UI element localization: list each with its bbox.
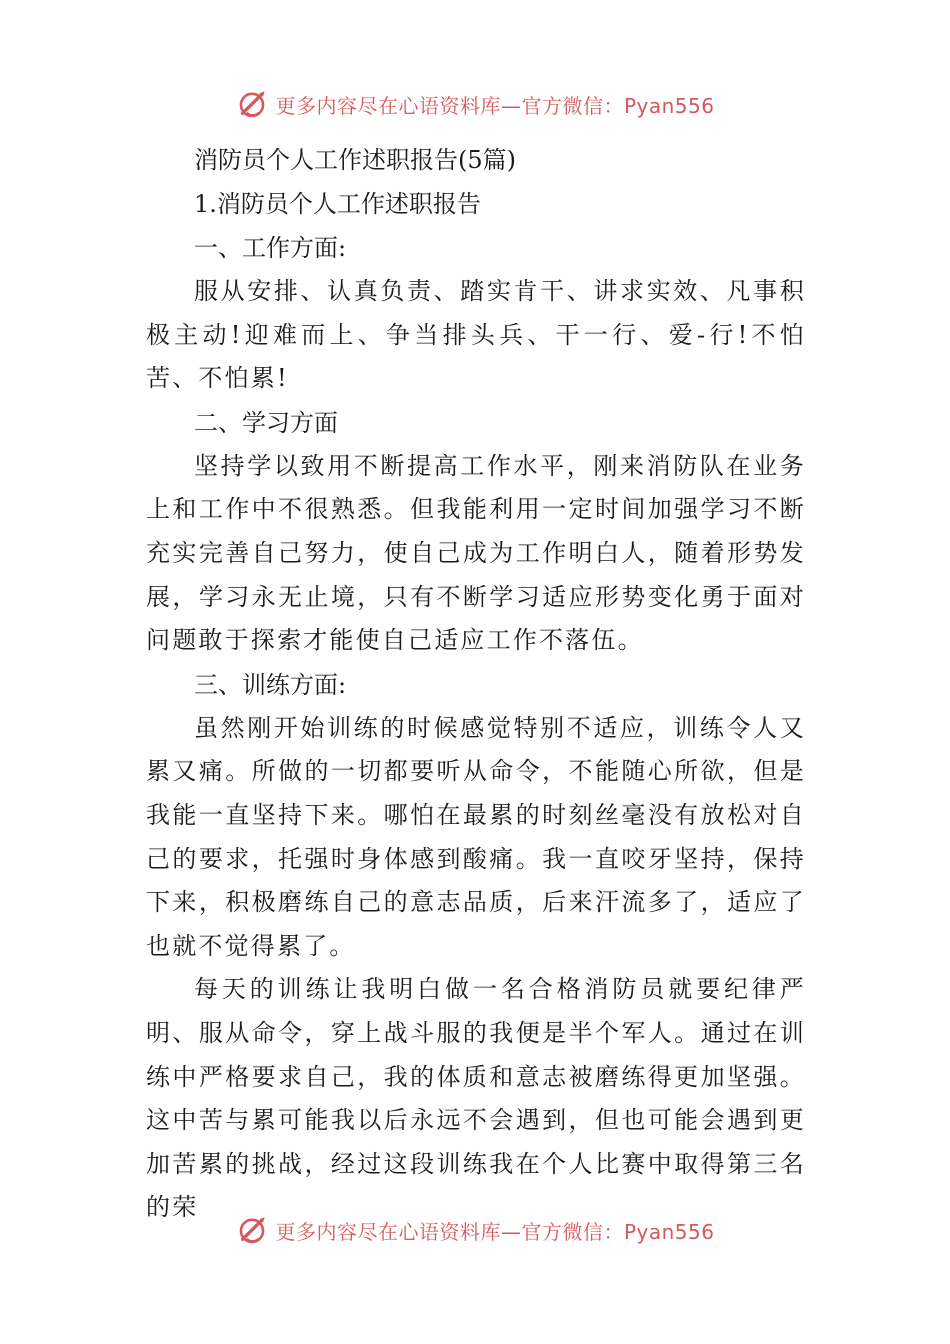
section-paragraph: 每天的训练让我明白做一名合格消防员就要纪律严明、服从命令，穿上战斗服的我便是半个军人。通过在训练中严格要求自己，我的体质和意志被磨练得更加坚强。这中苦与累可能我以后永远不会遇到，但也可能会遇到更加苦累的挑战，经过这段训练我在个人比赛中取得第三名的荣	[146, 975, 806, 1222]
section-paragraph: 服从安排、认真负责、踏实肯干、讲求实效、凡事积极主动!迎难而上、争当排头兵、干一行、爱-行!不怕苦、不怕累!	[146, 277, 806, 393]
document-subtitle: 1.消防员个人工作述职报告	[194, 190, 481, 218]
header-watermark-banner	[0, 84, 950, 124]
footer-watermark-banner	[0, 1210, 950, 1250]
section-heading-training: 三、训练方面:	[194, 670, 347, 699]
pen-circle-logo-icon	[235, 87, 269, 121]
watermark-text: 更多内容尽在心语资料库—官方微信：Pyan556	[275, 93, 715, 118]
document-body	[146, 138, 806, 1230]
pen-circle-logo-icon	[235, 1213, 269, 1247]
watermark-text: 更多内容尽在心语资料库—官方微信：Pyan556	[275, 1219, 715, 1244]
section-heading-work: 一、工作方面:	[194, 234, 347, 262]
document-title: 消防员个人工作述职报告(5篇)	[194, 146, 516, 174]
section-paragraph: 坚持学以致用不断提高工作水平，刚来消防队在业务上和工作中不很熟悉。但我能利用一定时间加强学习不断充实完善自己努力，使自己成为工作明白人，随着形势发展，学习永无止境，只有不断学习适应形势变化勇于面对问题敢于探索才能使自己适应工作不落伍。	[146, 451, 806, 655]
section-paragraph: 虽然刚开始训练的时候感觉特别不适应，训练令人又累又痛。所做的一切都要听从命令，不能随心所欲，但是我能一直坚持下来。哪怕在最累的时刻丝毫没有放松对自己的要求，托强时身体感到酸痛。我一直咬牙坚持，保持下来，积极磨练自己的意志品质，后来汗流多了，适应了也就不觉得累了。	[146, 713, 806, 960]
section-heading-study: 二、学习方面	[194, 408, 338, 437]
